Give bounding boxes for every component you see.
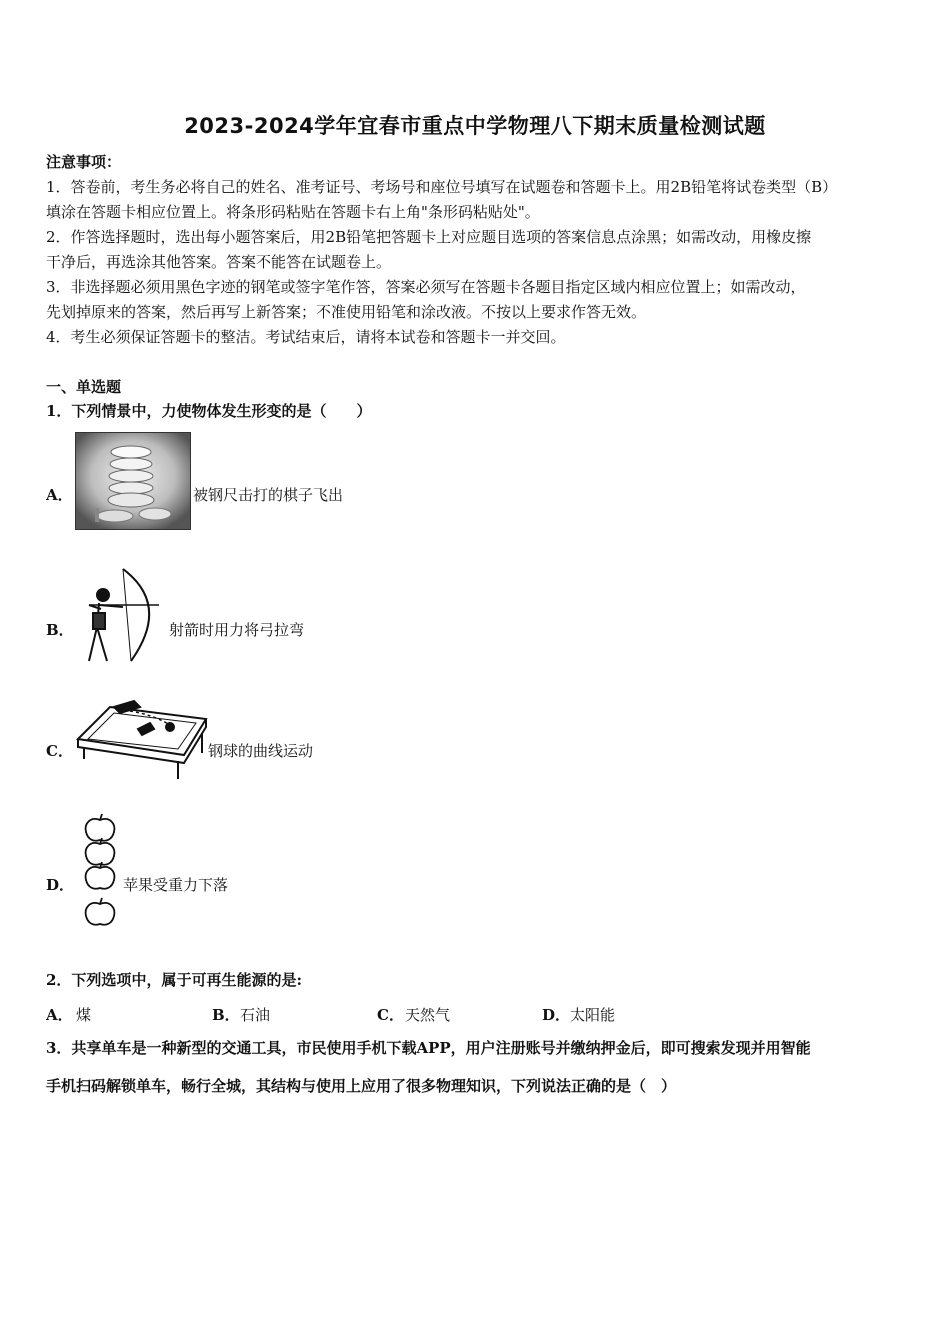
option-d-text: 苹果受重力下落 xyxy=(123,876,229,894)
q2-option-a-text: 煤 xyxy=(76,1006,92,1024)
notice-line: 填涂在答题卡相应位置上。将条形码粘贴在答题卡右上角"条形码粘贴处"。 xyxy=(46,203,540,221)
option-d-letter: D． xyxy=(46,876,75,894)
falling-apples-icon xyxy=(82,812,118,930)
option-b-text: 射箭时用力将弓拉弯 xyxy=(169,621,305,639)
q2-option-a-letter: A． xyxy=(46,1006,73,1024)
notice-line: 4．考生必须保证答题卡的整洁。考试结束后，请将本试卷和答题卡一并交回。 xyxy=(46,328,566,346)
question-1-stem: 1．下列情景中，力使物体发生形变的是（ ） xyxy=(46,402,372,420)
q2-option-d-letter: D． xyxy=(542,1006,571,1024)
q2-option-c-letter: C． xyxy=(377,1006,404,1024)
notice-line: 先划掉原来的答案，然后再写上新答案；不准使用铅笔和涂改液。不按以上要求作答无效。 xyxy=(46,303,647,321)
page-title: 2023-2024学年宜春市重点中学物理八下期末质量检测试题 xyxy=(184,114,766,138)
q2-option-c-text: 天然气 xyxy=(405,1006,451,1024)
question-3-line: 手机扫码解锁单车，畅行全城，其结构与使用上应用了很多物理知识，下列说法正确的是（ ） xyxy=(46,1077,677,1095)
option-c-text: 钢球的曲线运动 xyxy=(208,742,314,760)
option-b-letter: B． xyxy=(46,621,74,639)
notice-line: 干净后，再选涂其他答案。答案不能答在试题卷上。 xyxy=(46,253,392,271)
chess-pieces-photo-icon xyxy=(75,432,191,530)
option-a-text: 被钢尺击打的棋子飞出 xyxy=(193,486,344,504)
question-2-stem: 2．下列选项中，属于可再生能源的是: xyxy=(46,971,302,989)
notice-line: 1．答卷前，考生务必将自己的姓名、准考证号、考场号和座位号填写在试题卷和答题卡上。用2B铅笔将试卷类型（B） xyxy=(46,178,838,196)
notice-line: 2．作答选择题时，选出每小题答案后，用2B铅笔把答题卡上对应题目选项的答案信息点涂黑；如需改动，用橡皮擦 xyxy=(46,228,812,246)
q2-option-b-letter: B． xyxy=(212,1006,240,1024)
question-3-line: 3．共享单车是一种新型的交通工具，市民使用手机下载APP，用户注册账号并缴纳押金后，即可搜索发现并用智能 xyxy=(46,1039,811,1057)
option-a-letter: A． xyxy=(46,486,73,504)
notice-heading: 注意事项： xyxy=(46,153,122,171)
archer-bow-icon xyxy=(75,565,167,665)
section-heading: 一、单选题 xyxy=(46,378,122,396)
q2-option-d-text: 太阳能 xyxy=(570,1006,616,1024)
ball-on-table-icon xyxy=(74,697,208,789)
notice-line: 3．非选择题必须用黑色字迹的钢笔或签字笔作答，答案必须写在答题卡各题目指定区域内相应位置上；如需改动， xyxy=(46,278,806,296)
option-c-letter: C． xyxy=(46,742,73,760)
q2-option-b-text: 石油 xyxy=(240,1006,271,1024)
